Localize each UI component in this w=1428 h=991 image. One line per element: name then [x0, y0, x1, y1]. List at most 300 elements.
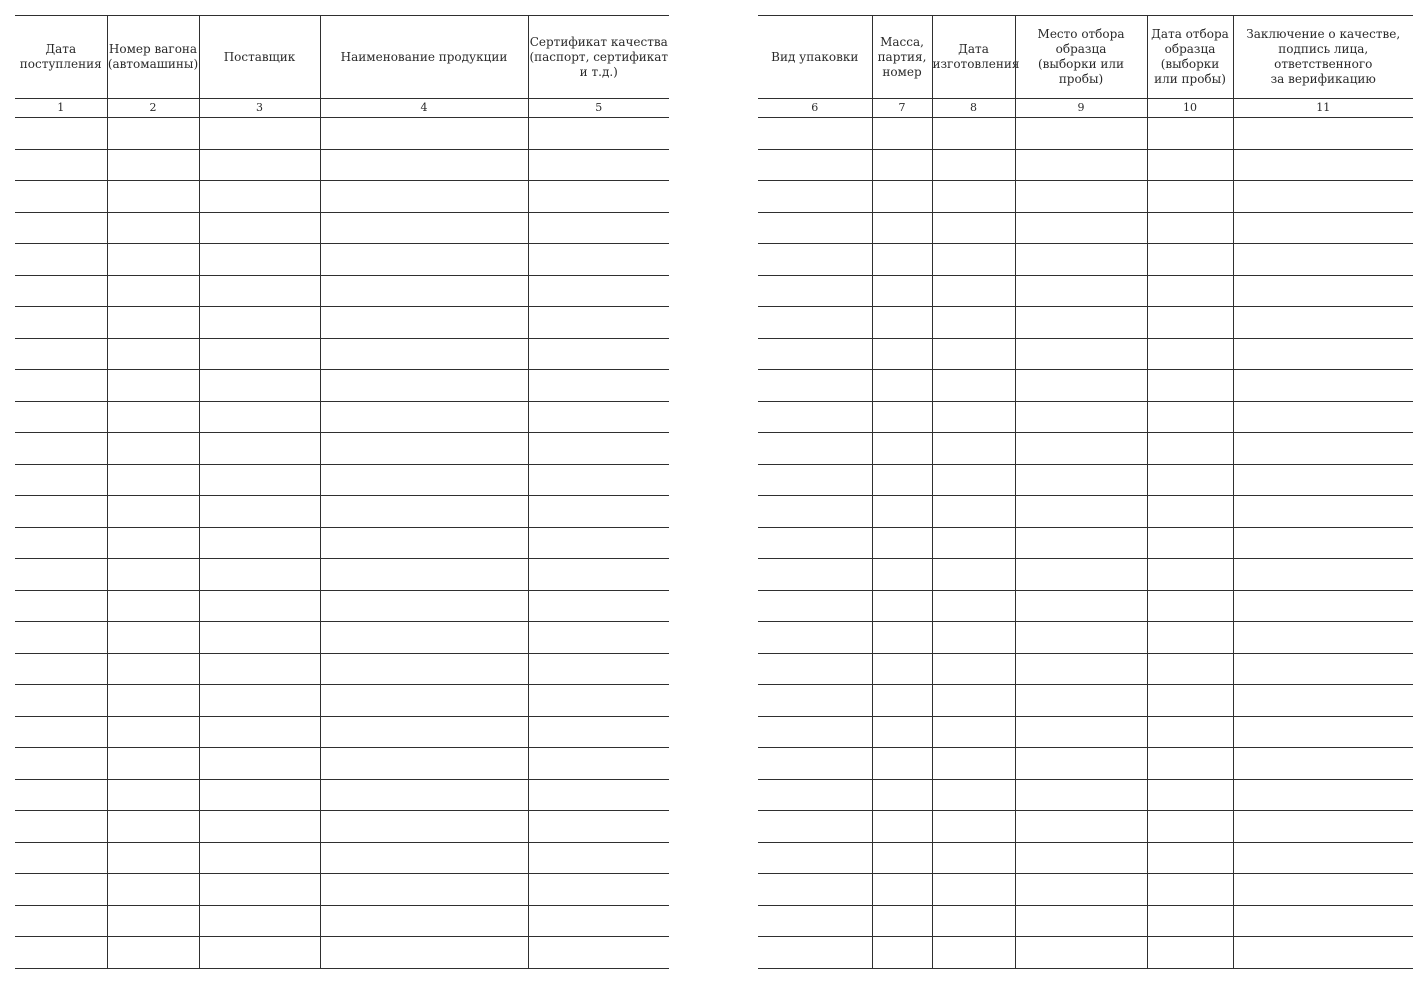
entry-cell[interactable]	[932, 244, 1015, 276]
entry-cell[interactable]	[15, 559, 107, 591]
entry-cell[interactable]	[528, 842, 669, 874]
entry-cell[interactable]	[1015, 401, 1147, 433]
entry-cell[interactable]	[1233, 874, 1413, 906]
entry-cell[interactable]	[1147, 464, 1233, 496]
entry-cell[interactable]	[1015, 433, 1147, 465]
entry-cell[interactable]	[1015, 748, 1147, 780]
entry-cell[interactable]	[758, 622, 872, 654]
entry-cell[interactable]	[932, 622, 1015, 654]
entry-cell[interactable]	[320, 874, 528, 906]
entry-cell[interactable]	[320, 464, 528, 496]
entry-cell[interactable]	[872, 559, 932, 591]
entry-cell[interactable]	[15, 716, 107, 748]
entry-cell[interactable]	[1147, 370, 1233, 402]
entry-cell[interactable]	[1233, 779, 1413, 811]
entry-cell[interactable]	[1233, 842, 1413, 874]
entry-cell[interactable]	[15, 685, 107, 717]
entry-cell[interactable]	[15, 905, 107, 937]
entry-cell[interactable]	[199, 496, 320, 528]
entry-cell[interactable]	[107, 338, 199, 370]
entry-cell[interactable]	[758, 874, 872, 906]
entry-cell[interactable]	[872, 905, 932, 937]
entry-cell[interactable]	[1015, 244, 1147, 276]
entry-cell[interactable]	[15, 212, 107, 244]
entry-cell[interactable]	[528, 590, 669, 622]
entry-cell[interactable]	[528, 338, 669, 370]
entry-cell[interactable]	[758, 496, 872, 528]
entry-cell[interactable]	[1015, 212, 1147, 244]
entry-cell[interactable]	[107, 275, 199, 307]
entry-cell[interactable]	[107, 149, 199, 181]
entry-cell[interactable]	[872, 464, 932, 496]
entry-cell[interactable]	[1233, 559, 1413, 591]
entry-cell[interactable]	[1147, 149, 1233, 181]
entry-cell[interactable]	[872, 685, 932, 717]
entry-cell[interactable]	[872, 118, 932, 150]
entry-cell[interactable]	[1147, 118, 1233, 150]
entry-cell[interactable]	[932, 464, 1015, 496]
entry-cell[interactable]	[320, 622, 528, 654]
entry-cell[interactable]	[932, 212, 1015, 244]
entry-cell[interactable]	[320, 842, 528, 874]
entry-cell[interactable]	[758, 527, 872, 559]
entry-cell[interactable]	[758, 212, 872, 244]
entry-cell[interactable]	[320, 590, 528, 622]
entry-cell[interactable]	[932, 307, 1015, 339]
entry-cell[interactable]	[872, 149, 932, 181]
entry-cell[interactable]	[758, 653, 872, 685]
entry-cell[interactable]	[15, 338, 107, 370]
entry-cell[interactable]	[107, 433, 199, 465]
entry-cell[interactable]	[758, 275, 872, 307]
entry-cell[interactable]	[1147, 685, 1233, 717]
entry-cell[interactable]	[758, 401, 872, 433]
entry-cell[interactable]	[1233, 149, 1413, 181]
entry-cell[interactable]	[199, 338, 320, 370]
entry-cell[interactable]	[528, 370, 669, 402]
entry-cell[interactable]	[758, 307, 872, 339]
entry-cell[interactable]	[1233, 905, 1413, 937]
entry-cell[interactable]	[1015, 181, 1147, 213]
entry-cell[interactable]	[758, 716, 872, 748]
entry-cell[interactable]	[15, 874, 107, 906]
entry-cell[interactable]	[758, 842, 872, 874]
entry-cell[interactable]	[107, 496, 199, 528]
entry-cell[interactable]	[758, 811, 872, 843]
entry-cell[interactable]	[872, 181, 932, 213]
entry-cell[interactable]	[932, 496, 1015, 528]
entry-cell[interactable]	[1233, 527, 1413, 559]
entry-cell[interactable]	[199, 779, 320, 811]
entry-cell[interactable]	[528, 149, 669, 181]
entry-cell[interactable]	[528, 244, 669, 276]
entry-cell[interactable]	[932, 149, 1015, 181]
entry-cell[interactable]	[199, 181, 320, 213]
entry-cell[interactable]	[15, 842, 107, 874]
entry-cell[interactable]	[199, 622, 320, 654]
entry-cell[interactable]	[107, 905, 199, 937]
entry-cell[interactable]	[1147, 338, 1233, 370]
entry-cell[interactable]	[872, 779, 932, 811]
entry-cell[interactable]	[1233, 464, 1413, 496]
entry-cell[interactable]	[528, 527, 669, 559]
entry-cell[interactable]	[1015, 811, 1147, 843]
entry-cell[interactable]	[758, 464, 872, 496]
entry-cell[interactable]	[1147, 275, 1233, 307]
entry-cell[interactable]	[1147, 401, 1233, 433]
entry-cell[interactable]	[1015, 590, 1147, 622]
entry-cell[interactable]	[528, 716, 669, 748]
entry-cell[interactable]	[320, 748, 528, 780]
entry-cell[interactable]	[15, 275, 107, 307]
entry-cell[interactable]	[199, 275, 320, 307]
entry-cell[interactable]	[1147, 622, 1233, 654]
entry-cell[interactable]	[199, 149, 320, 181]
entry-cell[interactable]	[320, 149, 528, 181]
entry-cell[interactable]	[528, 559, 669, 591]
entry-cell[interactable]	[107, 622, 199, 654]
entry-cell[interactable]	[199, 401, 320, 433]
entry-cell[interactable]	[199, 244, 320, 276]
entry-cell[interactable]	[872, 212, 932, 244]
entry-cell[interactable]	[872, 275, 932, 307]
entry-cell[interactable]	[320, 338, 528, 370]
entry-cell[interactable]	[1015, 842, 1147, 874]
entry-cell[interactable]	[199, 212, 320, 244]
entry-cell[interactable]	[1233, 275, 1413, 307]
entry-cell[interactable]	[15, 433, 107, 465]
entry-cell[interactable]	[528, 811, 669, 843]
entry-cell[interactable]	[15, 496, 107, 528]
entry-cell[interactable]	[932, 433, 1015, 465]
entry-cell[interactable]	[1233, 937, 1413, 969]
entry-cell[interactable]	[199, 653, 320, 685]
entry-cell[interactable]	[758, 433, 872, 465]
entry-cell[interactable]	[320, 527, 528, 559]
table-row	[758, 401, 1413, 433]
entry-cell[interactable]	[872, 401, 932, 433]
entry-cell[interactable]	[1233, 212, 1413, 244]
entry-cell[interactable]	[1015, 149, 1147, 181]
entry-cell[interactable]	[1015, 464, 1147, 496]
entry-cell[interactable]	[15, 370, 107, 402]
entry-cell[interactable]	[199, 811, 320, 843]
entry-cell[interactable]	[1147, 748, 1233, 780]
entry-cell[interactable]	[872, 622, 932, 654]
entry-cell[interactable]	[1233, 748, 1413, 780]
entry-cell[interactable]	[528, 937, 669, 969]
entry-cell[interactable]	[1015, 874, 1147, 906]
entry-cell[interactable]	[932, 811, 1015, 843]
entry-cell[interactable]	[107, 842, 199, 874]
entry-cell[interactable]	[528, 433, 669, 465]
entry-cell[interactable]	[872, 874, 932, 906]
entry-cell[interactable]	[320, 937, 528, 969]
entry-cell[interactable]	[15, 118, 107, 150]
entry-cell[interactable]	[1147, 496, 1233, 528]
entry-cell[interactable]	[320, 653, 528, 685]
entry-cell[interactable]	[872, 527, 932, 559]
entry-cell[interactable]	[15, 149, 107, 181]
entry-cell[interactable]	[528, 496, 669, 528]
entry-cell[interactable]	[872, 716, 932, 748]
entry-cell[interactable]	[107, 244, 199, 276]
entry-cell[interactable]	[320, 685, 528, 717]
entry-cell[interactable]	[528, 905, 669, 937]
entry-cell[interactable]	[1015, 622, 1147, 654]
entry-cell[interactable]	[107, 874, 199, 906]
entry-cell[interactable]	[758, 937, 872, 969]
entry-cell[interactable]	[199, 527, 320, 559]
entry-cell[interactable]	[1233, 653, 1413, 685]
entry-cell[interactable]	[1233, 401, 1413, 433]
entry-cell[interactable]	[107, 653, 199, 685]
entry-cell[interactable]	[932, 842, 1015, 874]
entry-cell[interactable]	[320, 905, 528, 937]
table-row	[15, 181, 669, 213]
entry-cell[interactable]	[1015, 559, 1147, 591]
entry-cell[interactable]	[107, 181, 199, 213]
entry-cell[interactable]	[932, 716, 1015, 748]
entry-cell[interactable]	[1015, 937, 1147, 969]
entry-cell[interactable]	[528, 401, 669, 433]
entry-cell[interactable]	[1147, 842, 1233, 874]
entry-cell[interactable]	[1147, 307, 1233, 339]
entry-cell[interactable]	[1233, 244, 1413, 276]
entry-cell[interactable]	[758, 748, 872, 780]
entry-cell[interactable]	[932, 590, 1015, 622]
entry-cell[interactable]	[107, 527, 199, 559]
entry-cell[interactable]	[872, 653, 932, 685]
entry-cell[interactable]	[1233, 811, 1413, 843]
entry-cell[interactable]	[1147, 559, 1233, 591]
entry-cell[interactable]	[320, 716, 528, 748]
entry-cell[interactable]	[199, 748, 320, 780]
entry-cell[interactable]	[15, 622, 107, 654]
entry-cell[interactable]	[1147, 779, 1233, 811]
entry-cell[interactable]	[932, 779, 1015, 811]
entry-cell[interactable]	[1147, 433, 1233, 465]
entry-cell[interactable]	[199, 464, 320, 496]
entry-cell[interactable]	[199, 874, 320, 906]
entry-cell[interactable]	[15, 307, 107, 339]
entry-cell[interactable]	[932, 937, 1015, 969]
entry-cell[interactable]	[758, 559, 872, 591]
entry-cell[interactable]	[872, 370, 932, 402]
entry-cell[interactable]	[1233, 338, 1413, 370]
entry-cell[interactable]	[1147, 181, 1233, 213]
entry-cell[interactable]	[107, 464, 199, 496]
entry-cell[interactable]	[1015, 527, 1147, 559]
entry-cell[interactable]	[528, 212, 669, 244]
entry-cell[interactable]	[199, 590, 320, 622]
entry-cell[interactable]	[1015, 653, 1147, 685]
entry-cell[interactable]	[872, 811, 932, 843]
entry-cell[interactable]	[758, 118, 872, 150]
entry-cell[interactable]	[1147, 212, 1233, 244]
entry-cell[interactable]	[199, 370, 320, 402]
entry-cell[interactable]	[107, 559, 199, 591]
entry-cell[interactable]	[528, 181, 669, 213]
entry-cell[interactable]	[107, 307, 199, 339]
entry-cell[interactable]	[1233, 496, 1413, 528]
entry-cell[interactable]	[107, 370, 199, 402]
entry-cell[interactable]	[758, 244, 872, 276]
entry-cell[interactable]	[15, 181, 107, 213]
entry-cell[interactable]	[758, 779, 872, 811]
entry-cell[interactable]	[528, 685, 669, 717]
entry-cell[interactable]	[528, 779, 669, 811]
entry-cell[interactable]	[872, 433, 932, 465]
entry-cell[interactable]	[1015, 118, 1147, 150]
entry-cell[interactable]	[1233, 433, 1413, 465]
entry-cell[interactable]	[1015, 370, 1147, 402]
entry-cell[interactable]	[199, 559, 320, 591]
entry-cell[interactable]	[320, 181, 528, 213]
entry-cell[interactable]	[872, 842, 932, 874]
entry-cell[interactable]	[932, 748, 1015, 780]
entry-cell[interactable]	[932, 905, 1015, 937]
entry-cell[interactable]	[15, 244, 107, 276]
entry-cell[interactable]	[872, 937, 932, 969]
entry-cell[interactable]	[758, 590, 872, 622]
entry-cell[interactable]	[15, 401, 107, 433]
entry-cell[interactable]	[15, 527, 107, 559]
column-number: 6	[758, 99, 872, 118]
entry-cell[interactable]	[107, 779, 199, 811]
entry-cell[interactable]	[107, 118, 199, 150]
entry-cell[interactable]	[872, 590, 932, 622]
entry-cell[interactable]	[932, 118, 1015, 150]
entry-cell[interactable]	[107, 590, 199, 622]
entry-cell[interactable]	[872, 496, 932, 528]
entry-cell[interactable]	[320, 811, 528, 843]
entry-cell[interactable]	[1147, 811, 1233, 843]
entry-cell[interactable]	[1015, 716, 1147, 748]
entry-cell[interactable]	[872, 307, 932, 339]
entry-cell[interactable]	[1015, 496, 1147, 528]
entry-cell[interactable]	[1147, 716, 1233, 748]
entry-cell[interactable]	[107, 212, 199, 244]
entry-cell[interactable]	[199, 307, 320, 339]
entry-cell[interactable]	[1015, 779, 1147, 811]
entry-cell[interactable]	[320, 370, 528, 402]
entry-cell[interactable]	[107, 748, 199, 780]
entry-cell[interactable]	[15, 464, 107, 496]
entry-cell[interactable]	[758, 370, 872, 402]
entry-cell[interactable]	[1015, 307, 1147, 339]
entry-cell[interactable]	[1233, 307, 1413, 339]
entry-cell[interactable]	[758, 685, 872, 717]
entry-cell[interactable]	[528, 748, 669, 780]
entry-cell[interactable]	[107, 685, 199, 717]
entry-cell[interactable]	[1233, 716, 1413, 748]
entry-cell[interactable]	[15, 937, 107, 969]
entry-cell[interactable]	[1147, 905, 1233, 937]
entry-cell[interactable]	[1147, 653, 1233, 685]
entry-cell[interactable]	[932, 338, 1015, 370]
entry-cell[interactable]	[1233, 685, 1413, 717]
entry-cell[interactable]	[932, 874, 1015, 906]
entry-cell[interactable]	[320, 244, 528, 276]
entry-cell[interactable]	[758, 181, 872, 213]
entry-cell[interactable]	[1233, 590, 1413, 622]
entry-cell[interactable]	[320, 779, 528, 811]
entry-cell[interactable]	[1233, 118, 1413, 150]
entry-cell[interactable]	[932, 181, 1015, 213]
entry-cell[interactable]	[199, 685, 320, 717]
entry-cell[interactable]	[320, 275, 528, 307]
entry-cell[interactable]	[1147, 590, 1233, 622]
entry-cell[interactable]	[1147, 527, 1233, 559]
entry-cell[interactable]	[320, 118, 528, 150]
entry-cell[interactable]	[199, 842, 320, 874]
entry-cell[interactable]	[107, 811, 199, 843]
entry-cell[interactable]	[15, 748, 107, 780]
entry-cell[interactable]	[1147, 874, 1233, 906]
entry-cell[interactable]	[320, 496, 528, 528]
entry-cell[interactable]	[932, 527, 1015, 559]
entry-cell[interactable]	[199, 118, 320, 150]
entry-cell[interactable]	[1015, 275, 1147, 307]
entry-cell[interactable]	[199, 716, 320, 748]
entry-cell[interactable]	[528, 622, 669, 654]
entry-cell[interactable]	[320, 433, 528, 465]
entry-cell[interactable]	[1233, 622, 1413, 654]
entry-cell[interactable]	[320, 559, 528, 591]
entry-cell[interactable]	[528, 464, 669, 496]
entry-cell[interactable]	[199, 433, 320, 465]
entry-cell[interactable]	[872, 338, 932, 370]
entry-cell[interactable]	[15, 653, 107, 685]
entry-cell[interactable]	[1147, 244, 1233, 276]
entry-cell[interactable]	[107, 716, 199, 748]
entry-cell[interactable]	[1015, 338, 1147, 370]
entry-cell[interactable]	[528, 275, 669, 307]
entry-cell[interactable]	[1147, 937, 1233, 969]
entry-cell[interactable]	[528, 307, 669, 339]
entry-cell[interactable]	[932, 559, 1015, 591]
entry-cell[interactable]	[1015, 685, 1147, 717]
entry-cell[interactable]	[528, 653, 669, 685]
entry-cell[interactable]	[758, 338, 872, 370]
entry-cell[interactable]	[15, 779, 107, 811]
entry-cell[interactable]	[932, 653, 1015, 685]
entry-cell[interactable]	[872, 244, 932, 276]
entry-cell[interactable]	[107, 937, 199, 969]
entry-cell[interactable]	[1233, 181, 1413, 213]
entry-cell[interactable]	[932, 401, 1015, 433]
entry-cell[interactable]	[15, 590, 107, 622]
entry-cell[interactable]	[320, 401, 528, 433]
entry-cell[interactable]	[932, 275, 1015, 307]
entry-cell[interactable]	[199, 937, 320, 969]
entry-cell[interactable]	[199, 905, 320, 937]
entry-cell[interactable]	[320, 212, 528, 244]
entry-cell[interactable]	[107, 401, 199, 433]
entry-cell[interactable]	[932, 370, 1015, 402]
entry-cell[interactable]	[872, 748, 932, 780]
entry-cell[interactable]	[758, 905, 872, 937]
entry-cell[interactable]	[528, 874, 669, 906]
entry-cell[interactable]	[320, 307, 528, 339]
entry-cell[interactable]	[528, 118, 669, 150]
entry-cell[interactable]	[15, 811, 107, 843]
entry-cell[interactable]	[1015, 905, 1147, 937]
entry-cell[interactable]	[932, 685, 1015, 717]
entry-cell[interactable]	[1233, 370, 1413, 402]
entry-cell[interactable]	[758, 149, 872, 181]
